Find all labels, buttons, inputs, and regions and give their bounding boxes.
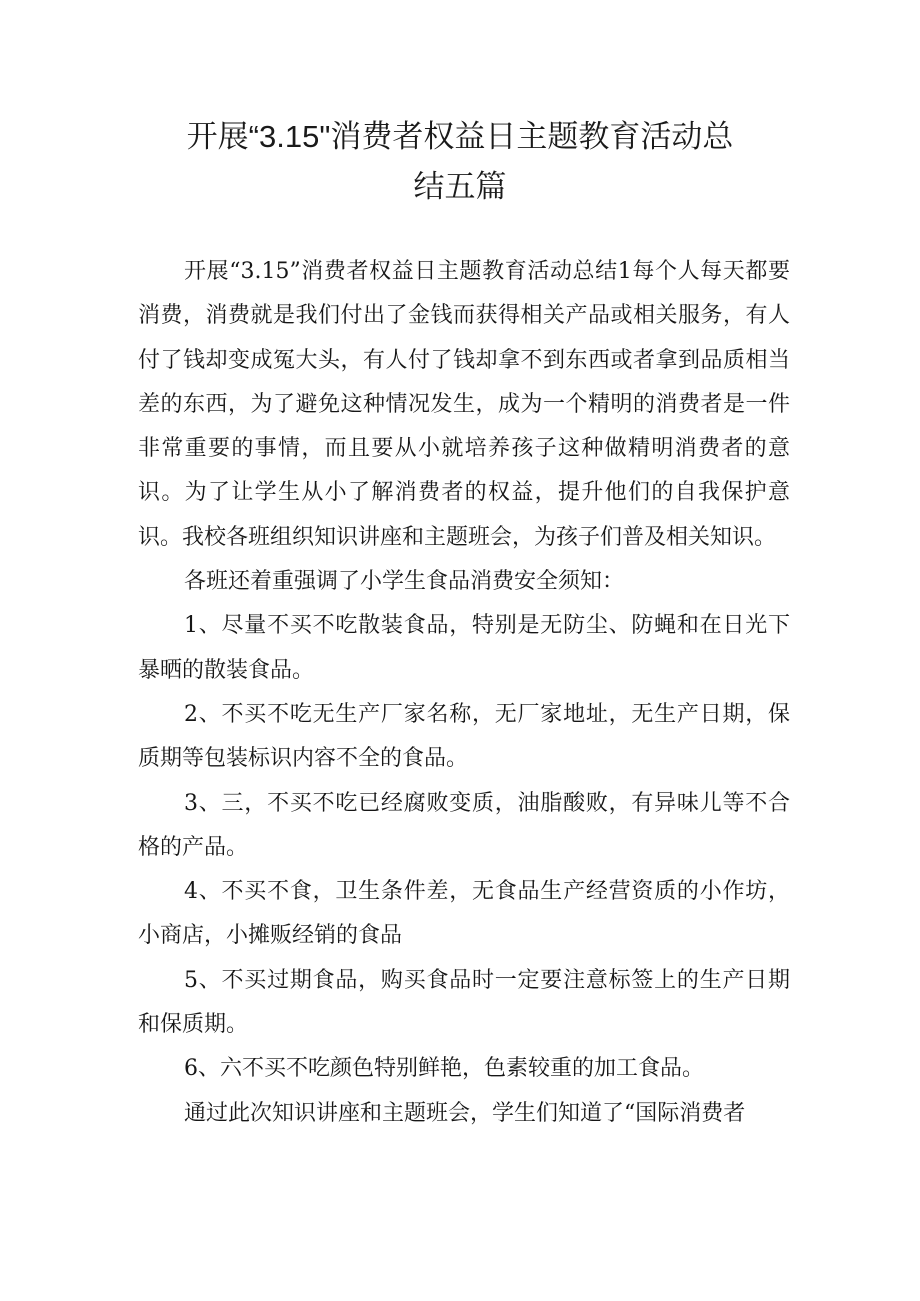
paragraph-intro: 开展“3.15”消费者权益日主题教育活动总结1每个人每天都要消费，消费就是我们付出了金钱而获得相关产品或相关服务，有人付了钱却变成冤大头，有人付了钱却拿不到东西或者拿到品质相当差的东西，为了避免这种情况发生，成为一个精明的消费者是一件非常重要的事情，而且要从小就培养孩子这种做精明消费者的意识。为了让学生从小了解消费者的权益，提升他们的自我保护意识。我校各班组织知识讲座和主题班会，为孩子们普及相关知识。 xyxy=(138,259,790,550)
title-line-1: 开展“3.15"消费者权益日主题教育活动总 xyxy=(186,119,734,154)
paragraph-item-5: 5、不买过期食品，购买食品时一定要注意标签上的生产日期和保质期。 xyxy=(138,967,790,1038)
paragraph-item-4: 4、不买不食，卫生条件差，无食品生产经营资质的小作坊，小商店，小摊贩经销的食品 xyxy=(138,879,790,949)
paragraph-item-1: 1、尽量不买不吃散装食品，特别是无防尘、防蝇和在日光下暴晒的散装食品。 xyxy=(138,613,790,683)
title-line-2: 结五篇 xyxy=(413,169,507,204)
document-title xyxy=(0,112,920,212)
paragraph-item-6: 6、六不买不吃颜色特别鲜艳，色素较重的加工食品。 xyxy=(184,1056,704,1082)
paragraph-item-2: 2、不买不吃无生产厂家名称，无厂家地址，无生产日期，保质期等包装标识内容不全的食品。 xyxy=(138,701,790,772)
paragraph-item-3: 3、三，不买不吃已经腐败变质，油脂酸败，有异味儿等不合格的产品。 xyxy=(138,790,790,860)
paragraph-conclusion: 通过此次知识讲座和主题班会，学生们知道了“国际消费者 xyxy=(184,1100,746,1126)
document-body xyxy=(138,250,790,1136)
paragraph-notice-heading: 各班还着重强调了小学生食品消费安全须知： xyxy=(184,569,625,595)
